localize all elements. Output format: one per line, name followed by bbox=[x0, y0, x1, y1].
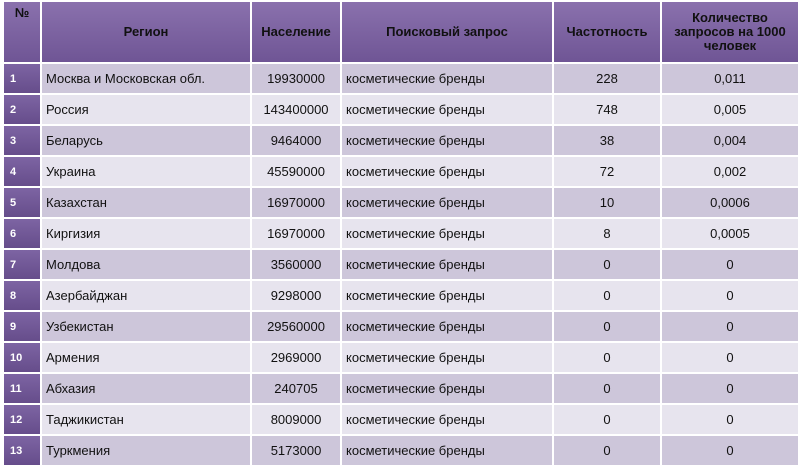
frequency-cell: 0 bbox=[553, 435, 661, 466]
table-row bbox=[3, 94, 799, 125]
query-cell: косметические бренды bbox=[341, 94, 553, 125]
query-cell: косметические бренды bbox=[341, 156, 553, 187]
per-1000-cell: 0,011 bbox=[661, 63, 799, 94]
per-1000-cell: 0,0006 bbox=[661, 187, 799, 218]
per-1000-cell: 0 bbox=[661, 249, 799, 280]
row-number: 4 bbox=[3, 156, 41, 187]
query-cell: косметические бренды bbox=[341, 404, 553, 435]
table-row bbox=[3, 342, 799, 373]
region-cell: Казахстан bbox=[41, 187, 251, 218]
population-cell: 9464000 bbox=[251, 125, 341, 156]
row-number: 2 bbox=[3, 94, 41, 125]
population-cell: 45590000 bbox=[251, 156, 341, 187]
frequency-cell: 0 bbox=[553, 280, 661, 311]
row-number: 11 bbox=[3, 373, 41, 404]
region-cell: Азербайджан bbox=[41, 280, 251, 311]
query-cell: косметические бренды bbox=[341, 373, 553, 404]
query-cell: косметические бренды bbox=[341, 249, 553, 280]
frequency-cell: 0 bbox=[553, 342, 661, 373]
header-queries-per-1000: Количество запросов на 1000 человек bbox=[661, 1, 799, 63]
frequency-cell: 0 bbox=[553, 311, 661, 342]
per-1000-cell: 0 bbox=[661, 435, 799, 466]
frequency-cell: 72 bbox=[553, 156, 661, 187]
population-cell: 2969000 bbox=[251, 342, 341, 373]
per-1000-cell: 0,005 bbox=[661, 94, 799, 125]
row-number: 9 bbox=[3, 311, 41, 342]
frequency-cell: 0 bbox=[553, 404, 661, 435]
frequency-cell: 38 bbox=[553, 125, 661, 156]
table-row bbox=[3, 280, 799, 311]
table-row bbox=[3, 218, 799, 249]
region-cell: Беларусь bbox=[41, 125, 251, 156]
per-1000-cell: 0 bbox=[661, 311, 799, 342]
region-cell: Киргизия bbox=[41, 218, 251, 249]
table-row bbox=[3, 125, 799, 156]
query-cell: косметические бренды bbox=[341, 280, 553, 311]
query-cell: косметические бренды bbox=[341, 125, 553, 156]
population-cell: 16970000 bbox=[251, 218, 341, 249]
query-cell: косметические бренды bbox=[341, 435, 553, 466]
row-number: 3 bbox=[3, 125, 41, 156]
per-1000-cell: 0,004 bbox=[661, 125, 799, 156]
region-cell: Абхазия bbox=[41, 373, 251, 404]
table-row bbox=[3, 435, 799, 466]
population-cell: 16970000 bbox=[251, 187, 341, 218]
region-cell: Таджикистан bbox=[41, 404, 251, 435]
region-query-table bbox=[2, 0, 800, 467]
header-region: Регион bbox=[41, 1, 251, 63]
row-number: 8 bbox=[3, 280, 41, 311]
population-cell: 8009000 bbox=[251, 404, 341, 435]
query-cell: косметические бренды bbox=[341, 63, 553, 94]
row-number: 7 bbox=[3, 249, 41, 280]
frequency-cell: 748 bbox=[553, 94, 661, 125]
query-cell: косметические бренды bbox=[341, 311, 553, 342]
per-1000-cell: 0,002 bbox=[661, 156, 799, 187]
row-number: 12 bbox=[3, 404, 41, 435]
query-cell: косметические бренды bbox=[341, 218, 553, 249]
row-number: 13 bbox=[3, 435, 41, 466]
table-row bbox=[3, 373, 799, 404]
row-number: 5 bbox=[3, 187, 41, 218]
table-row bbox=[3, 63, 799, 94]
header-search-query: Поисковый запрос bbox=[341, 1, 553, 63]
frequency-cell: 228 bbox=[553, 63, 661, 94]
frequency-cell: 10 bbox=[553, 187, 661, 218]
table-row bbox=[3, 404, 799, 435]
table-header-row bbox=[3, 1, 799, 63]
population-cell: 3560000 bbox=[251, 249, 341, 280]
region-cell: Туркмения bbox=[41, 435, 251, 466]
per-1000-cell: 0 bbox=[661, 404, 799, 435]
per-1000-cell: 0 bbox=[661, 373, 799, 404]
header-number: № bbox=[3, 1, 41, 63]
population-cell: 5173000 bbox=[251, 435, 341, 466]
row-number: 10 bbox=[3, 342, 41, 373]
per-1000-cell: 0 bbox=[661, 280, 799, 311]
region-cell: Армения bbox=[41, 342, 251, 373]
table-row bbox=[3, 156, 799, 187]
query-cell: косметические бренды bbox=[341, 187, 553, 218]
frequency-cell: 0 bbox=[553, 373, 661, 404]
region-cell: Молдова bbox=[41, 249, 251, 280]
region-cell: Москва и Московская обл. bbox=[41, 63, 251, 94]
population-cell: 240705 bbox=[251, 373, 341, 404]
table-row bbox=[3, 187, 799, 218]
table-row bbox=[3, 311, 799, 342]
region-cell: Украина bbox=[41, 156, 251, 187]
per-1000-cell: 0,0005 bbox=[661, 218, 799, 249]
region-cell: Россия bbox=[41, 94, 251, 125]
per-1000-cell: 0 bbox=[661, 342, 799, 373]
population-cell: 29560000 bbox=[251, 311, 341, 342]
population-cell: 9298000 bbox=[251, 280, 341, 311]
population-cell: 143400000 bbox=[251, 94, 341, 125]
header-frequency: Частотность bbox=[553, 1, 661, 63]
query-cell: косметические бренды bbox=[341, 342, 553, 373]
frequency-cell: 8 bbox=[553, 218, 661, 249]
population-cell: 19930000 bbox=[251, 63, 341, 94]
table-row bbox=[3, 249, 799, 280]
header-population: Население bbox=[251, 1, 341, 63]
frequency-cell: 0 bbox=[553, 249, 661, 280]
region-cell: Узбекистан bbox=[41, 311, 251, 342]
row-number: 1 bbox=[3, 63, 41, 94]
row-number: 6 bbox=[3, 218, 41, 249]
